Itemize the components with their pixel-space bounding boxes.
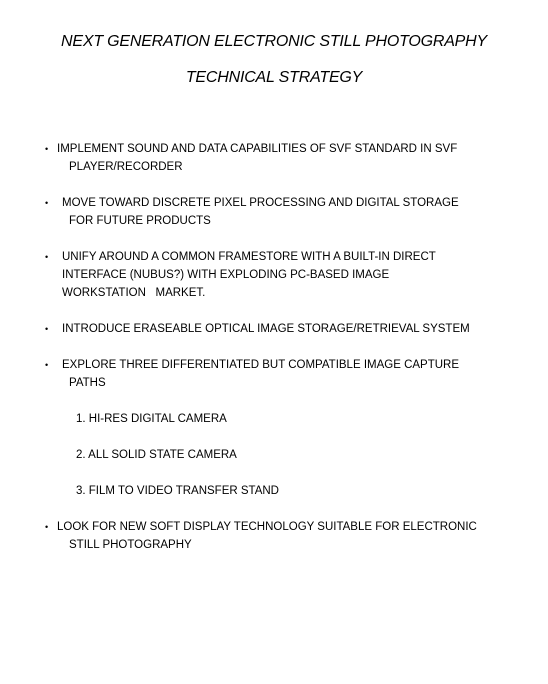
list-item [0,320,548,340]
item-line: IMPLEMENT SOUND AND DATA CAPABILITIES OF SVF STANDARD IN SVF [57,143,458,155]
item-line: PLAYER/RECORDER [69,161,183,173]
list-item [0,518,548,558]
item-line: MOVE TOWARD DISCRETE PIXEL PROCESSING AND DIGITAL STORAGE [62,197,459,209]
item-line: WORKSTATION MARKET. [62,287,206,299]
item-line: INTRODUCE ERASEABLE OPTICAL IMAGE STORAGE/RETRIEVAL SYSTEM [62,323,470,335]
bullet-icon: • [45,144,49,154]
numbered-sub-item: 3. FILM TO VIDEO TRANSFER STAND [76,485,279,497]
bullet-icon: • [45,324,49,334]
bullet-icon: • [45,522,49,532]
bullet-icon: • [45,360,49,370]
document-subtitle: TECHNICAL STRATEGY [185,69,363,86]
item-line: INTERFACE (NUBUS?) WITH EXPLODING PC-BASED IMAGE [62,269,390,281]
item-line: LOOK FOR NEW SOFT DISPLAY TECHNOLOGY SUITABLE FOR ELECTRONIC [57,521,477,533]
numbered-sub-item: 2. ALL SOLID STATE CAMERA [76,449,237,461]
list-item [0,356,548,396]
bullet-icon: • [45,198,49,208]
list-item [0,248,548,306]
numbered-sub-item: 1. HI-RES DIGITAL CAMERA [76,413,227,425]
document-title: NEXT GENERATION ELECTRONIC STILL PHOTOGRAPHY [61,33,487,50]
item-line: FOR FUTURE PRODUCTS [69,215,211,227]
item-line: EXPLORE THREE DIFFERENTIATED BUT COMPATIBLE IMAGE CAPTURE [62,359,460,371]
list-item [0,194,548,234]
bullet-icon: • [45,252,49,262]
list-item [0,140,548,180]
item-line: UNIFY AROUND A COMMON FRAMESTORE WITH A BUILT-IN DIRECT [62,251,436,263]
item-line: PATHS [69,377,106,389]
item-line: STILL PHOTOGRAPHY [69,539,192,551]
